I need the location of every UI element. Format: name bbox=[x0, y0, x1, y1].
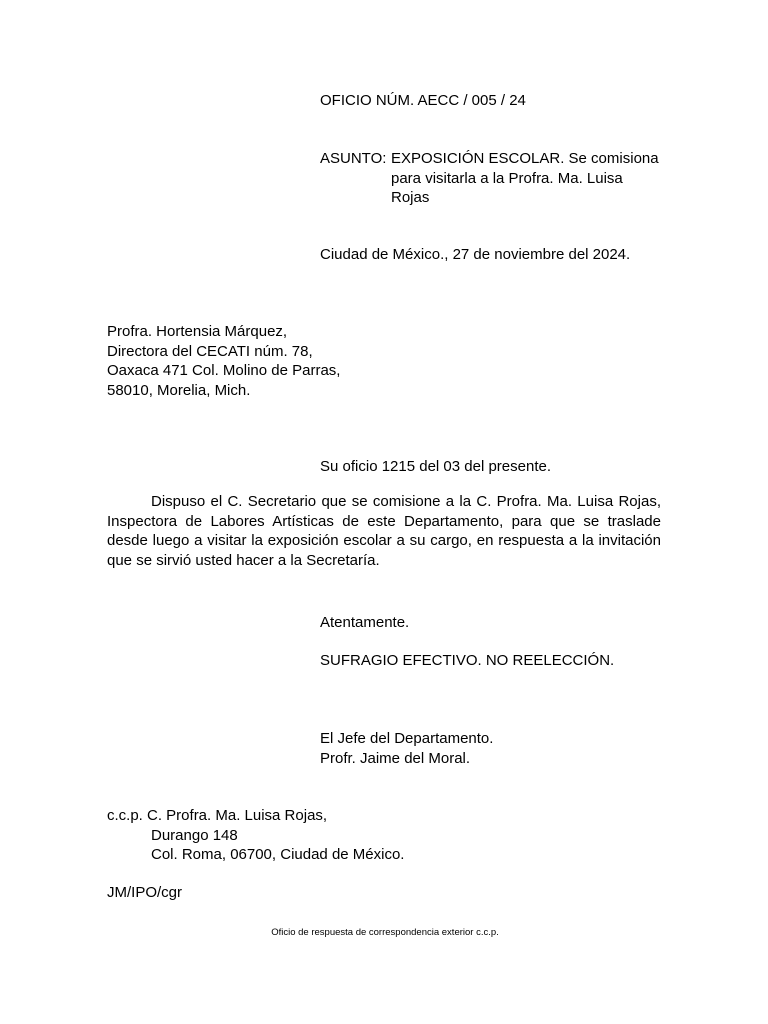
cc-line: Durango 148 bbox=[151, 826, 238, 844]
date-line bbox=[320, 245, 630, 265]
footer bbox=[0, 927, 768, 939]
motto-text: SUFRAGIO EFECTIVO. NO REELECCIÓN. bbox=[320, 652, 615, 669]
recipient-line: Profra. Hortensia Márquez, bbox=[107, 323, 288, 340]
closing bbox=[320, 613, 409, 633]
cc-line: c.c.p. C. Profra. Ma. Luisa Rojas, bbox=[107, 807, 328, 824]
subject-line: Rojas bbox=[391, 189, 430, 206]
reference-line bbox=[320, 457, 551, 477]
oficio-number bbox=[320, 91, 526, 111]
subject-text bbox=[391, 149, 671, 208]
subject-label: ASUNTO: bbox=[320, 150, 387, 167]
signature-name: Profr. Jaime del Moral. bbox=[320, 749, 471, 767]
cc-line: Col. Roma, 06700, Ciudad de México. bbox=[151, 846, 405, 863]
initials-text: JM/IPO/cgr bbox=[107, 884, 183, 901]
recipient-line: 58010, Morelia, Mich. bbox=[107, 381, 251, 399]
date-text: Ciudad de México., 27 de noviembre del 2024. bbox=[320, 246, 631, 263]
subject-line: para visitarla a la Profra. Ma. Luisa bbox=[391, 169, 623, 187]
subject-line: EXPOSICIÓN ESCOLAR. Se comisiona bbox=[391, 150, 659, 167]
motto bbox=[320, 651, 614, 671]
body-paragraph bbox=[107, 492, 661, 570]
reference-initials bbox=[107, 883, 182, 903]
cc-block bbox=[107, 806, 404, 865]
body-text: Dispuso el C. Secretario que se comisione a la C. Profra. Ma. Luisa Rojas, Inspectora de Labores Artísticas de este Departamento, para que se traslade desde luego a visitar la exposición escolar a su cargo, en respuesta a la invitación que se sirvió usted hacer a la Secretaría. bbox=[107, 493, 661, 569]
signature-block bbox=[320, 729, 493, 768]
recipient-line: Directora del CECATI núm. 78, bbox=[107, 342, 313, 360]
footer-text: Oficio de respuesta de correspondencia exterior c.c.p. bbox=[271, 927, 499, 938]
signature-title: El Jefe del Departamento. bbox=[320, 730, 494, 747]
oficio-number-text: OFICIO NÚM. AECC / 005 / 24 bbox=[320, 92, 526, 109]
recipient-line: Oaxaca 471 Col. Molino de Parras, bbox=[107, 362, 341, 379]
reference-text: Su oficio 1215 del 03 del presente. bbox=[320, 458, 551, 475]
recipient-block bbox=[107, 322, 340, 400]
closing-text: Atentamente. bbox=[320, 614, 410, 631]
